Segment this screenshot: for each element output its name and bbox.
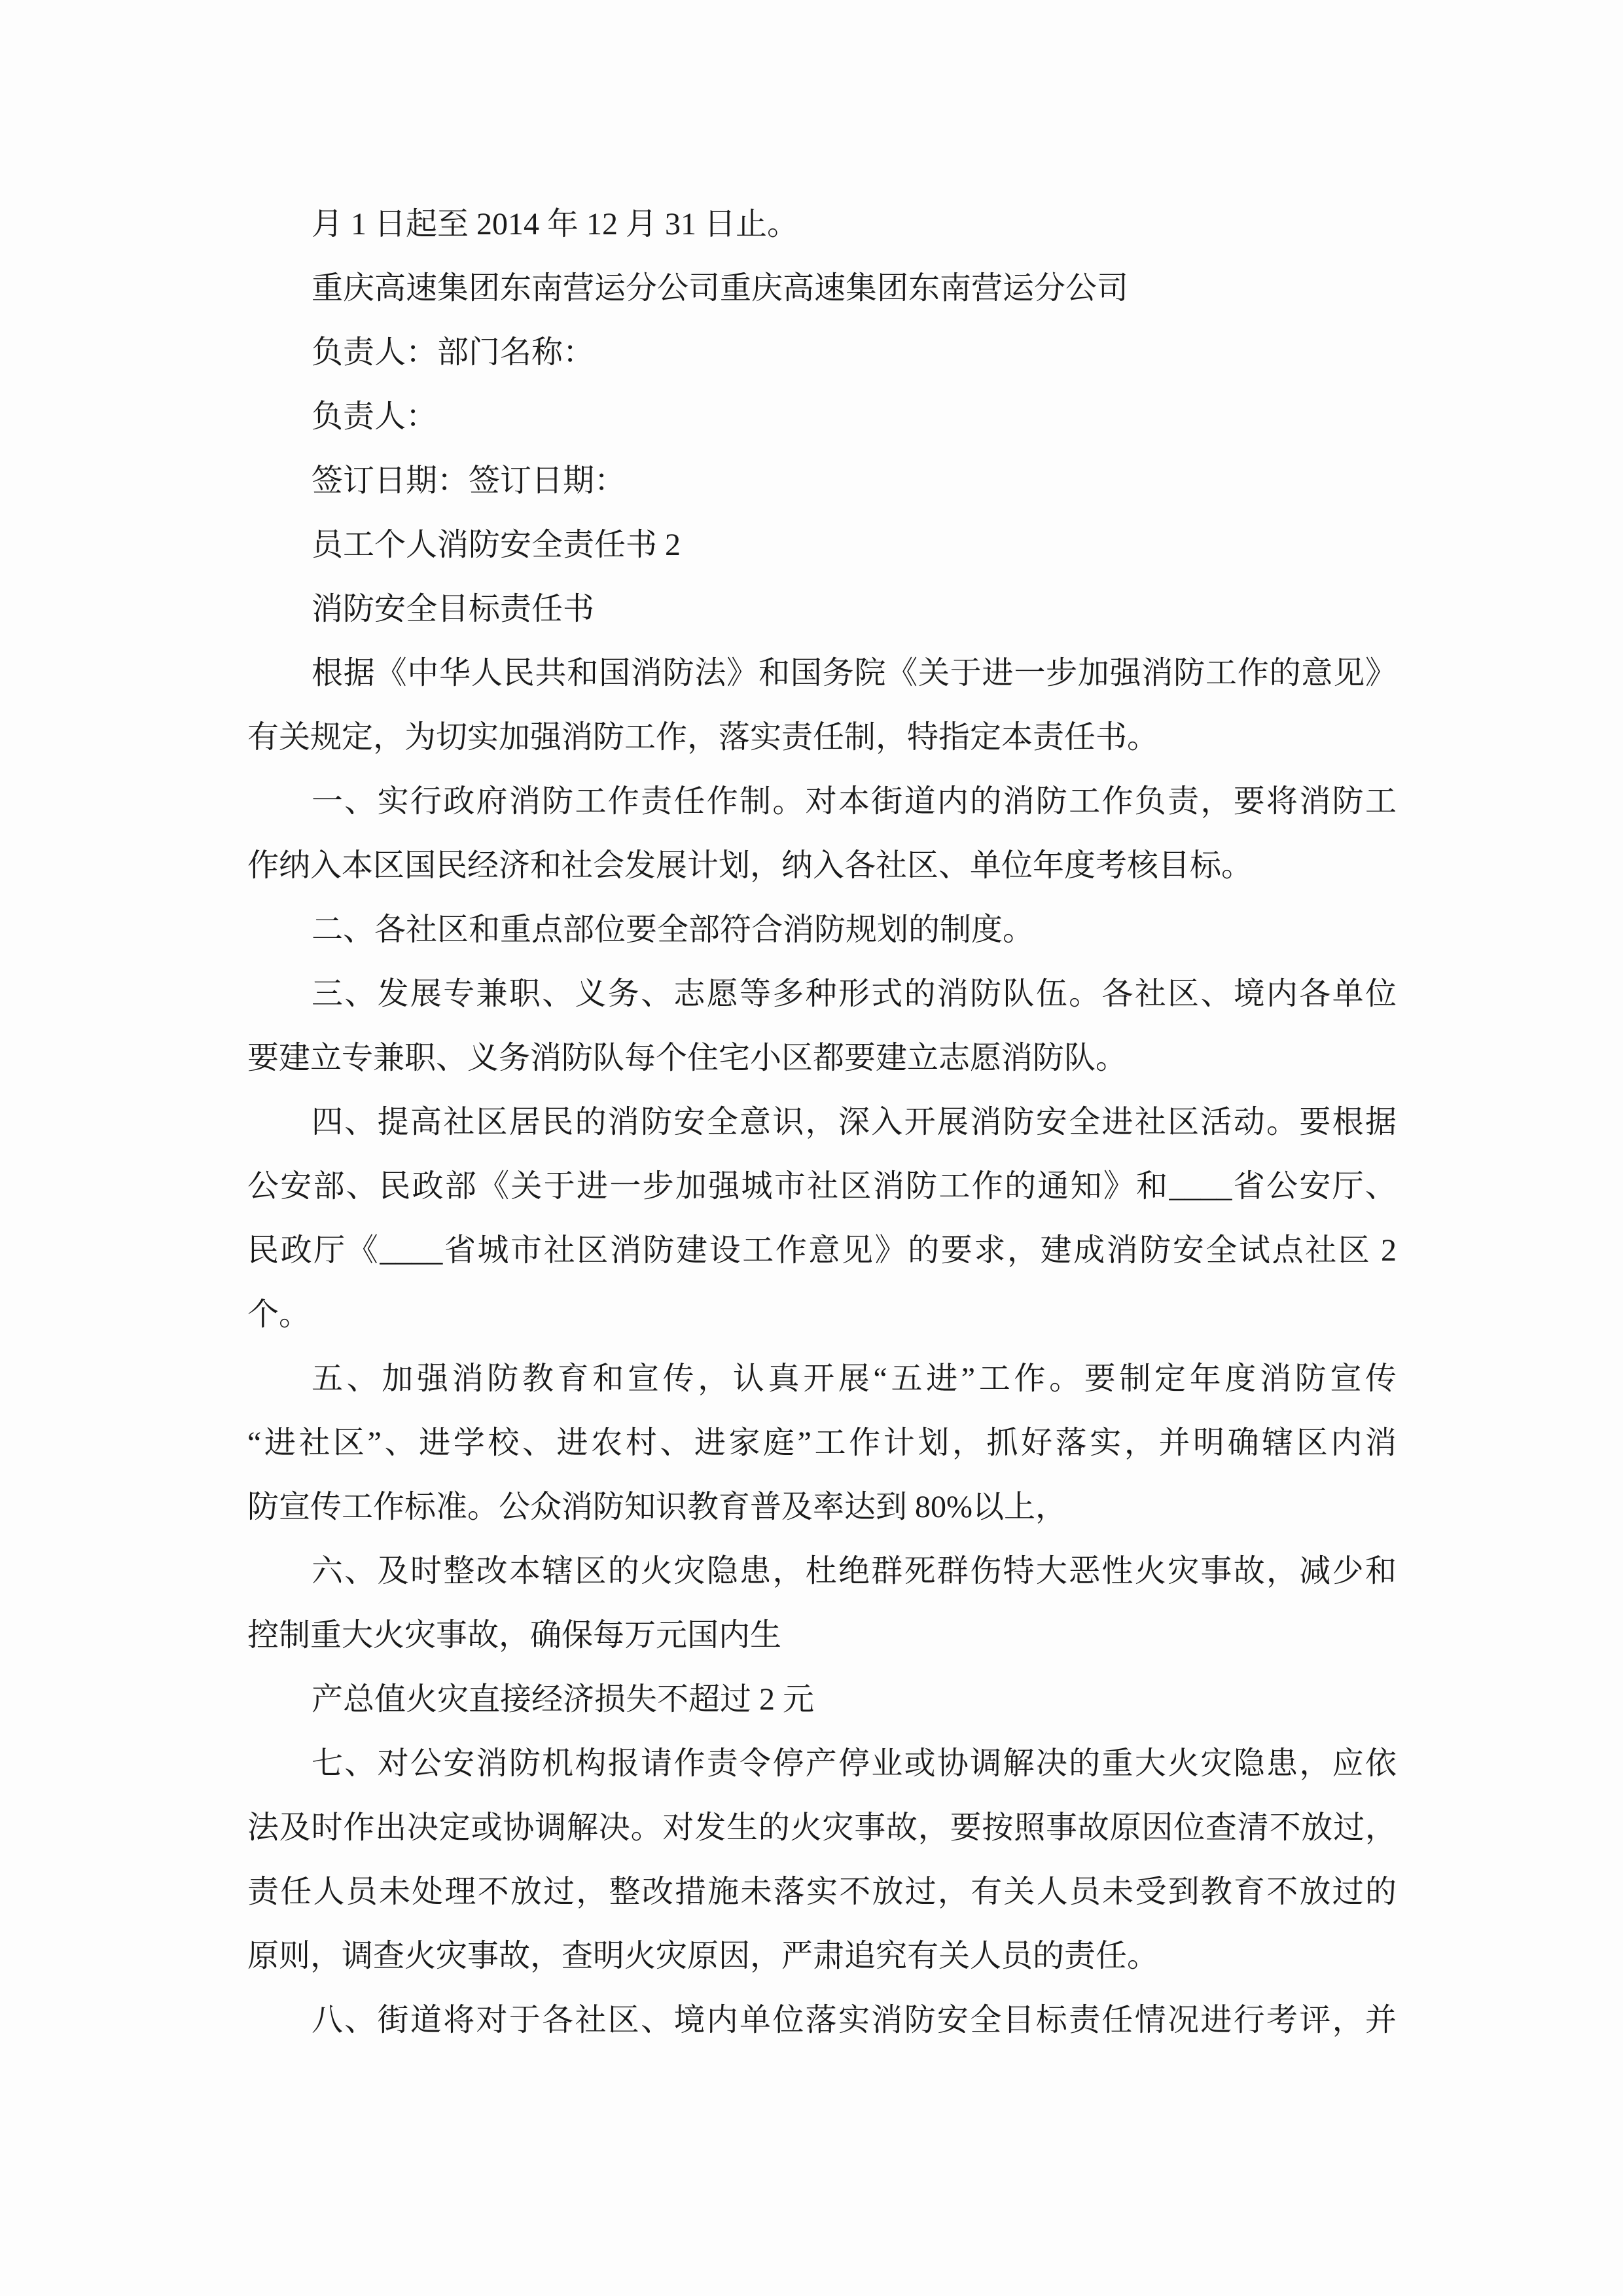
text-line-4: 负责人： <box>312 399 438 434</box>
text-line-17: 民政厅《____省城市社区消防建设工作意见》的要求，建成消防安全试点社区 2 <box>247 1233 1397 1268</box>
text-line-29: 八、街道将对于各社区、境内单位落实消防安全目标责任情况进行考评，并 <box>312 2003 1397 2037</box>
text-line-23: 控制重大火灾事故，确保每万元国内生 <box>247 1618 782 1653</box>
text-line-26: 法及时作出决定或协调解决。对发生的火灾事故，要按照事故原因位查清不放过， <box>247 1810 1397 1845</box>
text-line-5: 签订日期：签订日期： <box>312 463 626 498</box>
document-body <box>247 192 1397 2053</box>
text-line-7: 消防安全目标责任书 <box>312 592 595 626</box>
text-line-25: 七、对公安消防机构报请作责令停产停业或协调解决的重大火灾隐患，应依 <box>312 1746 1397 1781</box>
text-line-28: 原则，调查火灾事故，查明火灾原因，严肃追究有关人员的责任。 <box>247 1939 1159 1973</box>
text-line-3: 负责人：部门名称： <box>312 335 595 370</box>
text-line-1: 月 1 日起至 2014 年 12 月 31 日止。 <box>312 207 799 242</box>
text-line-16: 公安部、民政部《关于进一步加强城市社区消防工作的通知》和____省公安厅、 <box>247 1169 1397 1204</box>
text-line-24: 产总值火灾直接经济损失不超过 2 元 <box>312 1682 815 1717</box>
text-line-2: 重庆高速集团东南营运分公司重庆高速集团东南营运分公司 <box>312 271 1129 306</box>
text-line-20: “进社区”、进学校、进农村、进家庭”工作计划，抓好落实，并明确辖区内消 <box>247 1426 1397 1460</box>
text-line-9: 有关规定，为切实加强消防工作，落实责任制，特指定本责任书。 <box>247 720 1159 755</box>
text-line-6: 员工个人消防安全责任书 2 <box>312 528 681 562</box>
text-line-27: 责任人员未处理不放过，整改措施未落实不放过，有关人员未受到教育不放过的 <box>247 1874 1397 1909</box>
text-line-13: 三、发展专兼职、义务、志愿等多种形式的消防队伍。各社区、境内各单位 <box>312 977 1397 1011</box>
text-line-10: 一、实行政府消防工作责任作制。对本街道内的消防工作负责，要将消防工 <box>312 784 1397 819</box>
text-line-14: 要建立专兼职、义务消防队每个住宅小区都要建立志愿消防队。 <box>247 1041 1128 1075</box>
text-line-21: 防宣传工作标准。公众消防知识教育普及率达到 80%以上， <box>247 1490 1067 1524</box>
text-line-19: 五、加强消防教育和宣传，认真开展“五进”工作。要制定年度消防宣传 <box>312 1361 1397 1396</box>
text-line-18: 个。 <box>247 1297 311 1332</box>
text-line-22: 六、及时整改本辖区的火灾隐患，杜绝群死群伤特大恶性火灾事故，减少和 <box>312 1554 1397 1588</box>
text-line-15: 四、提高社区居民的消防安全意识，深入开展消防安全进社区活动。要根据 <box>312 1105 1397 1139</box>
text-line-12: 二、各社区和重点部位要全部符合消防规划的制度。 <box>312 912 1035 947</box>
text-line-11: 作纳入本区国民经济和社会发展计划，纳入各社区、单位年度考核目标。 <box>247 848 1253 883</box>
text-line-8: 根据《中华人民共和国消防法》和国务院《关于进一步加强消防工作的意见》 <box>312 656 1397 691</box>
